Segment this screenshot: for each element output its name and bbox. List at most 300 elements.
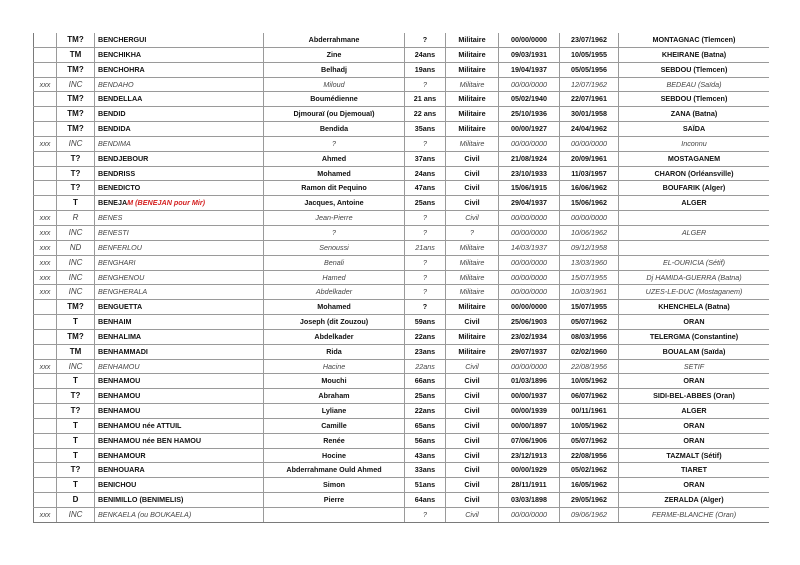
place-cell: TAZMALT (Sétif) xyxy=(619,448,770,463)
flag-cell: xxx xyxy=(34,136,57,151)
category-cell: Militaire xyxy=(446,62,499,77)
surname-cell xyxy=(95,181,264,196)
status-cell: ND xyxy=(57,240,95,255)
table-row xyxy=(34,211,770,226)
disappearance-date-cell: 09/06/1962 xyxy=(560,508,619,523)
place-cell: ZANA (Batna) xyxy=(619,107,770,122)
surname-cell xyxy=(95,493,264,508)
flag-cell xyxy=(34,181,57,196)
age-cell: 56ans xyxy=(405,433,446,448)
status-cell: INC xyxy=(57,285,95,300)
table-row xyxy=(34,389,770,404)
age-cell: 59ans xyxy=(405,315,446,330)
table-row xyxy=(34,181,770,196)
table-row xyxy=(34,33,770,47)
place-cell: MONTAGNAC (Tlemcen) xyxy=(619,33,770,47)
first-name-cell: Hacine xyxy=(264,359,405,374)
disappearance-date-cell: 30/01/1958 xyxy=(560,107,619,122)
surname-cell xyxy=(95,122,264,137)
status-cell: T xyxy=(57,418,95,433)
place-cell: BOUALAM (Saïda) xyxy=(619,344,770,359)
first-name-cell: Abderrahmane Ould Ahmed xyxy=(264,463,405,478)
category-cell: Civil xyxy=(446,404,499,419)
surname-cell xyxy=(95,478,264,493)
surname-cell xyxy=(95,225,264,240)
birth-date-cell: 07/06/1906 xyxy=(499,433,560,448)
status-cell: INC xyxy=(57,77,95,92)
disappearance-date-cell: 12/07/1962 xyxy=(560,77,619,92)
status-cell: INC xyxy=(57,270,95,285)
table-row xyxy=(34,508,770,523)
birth-date-cell: 23/02/1934 xyxy=(499,329,560,344)
place-cell xyxy=(619,211,770,226)
flag-cell xyxy=(34,374,57,389)
status-cell: TM? xyxy=(57,329,95,344)
status-cell: TM? xyxy=(57,300,95,315)
flag-cell: xxx xyxy=(34,359,57,374)
flag-cell xyxy=(34,315,57,330)
first-name-cell: Ahmed xyxy=(264,151,405,166)
category-cell: Civil xyxy=(446,448,499,463)
flag-cell xyxy=(34,47,57,62)
first-name-cell: Senoussi xyxy=(264,240,405,255)
table-row xyxy=(34,329,770,344)
table-row xyxy=(34,107,770,122)
disappearance-date-cell: 02/02/1960 xyxy=(560,344,619,359)
place-cell: TELERGMA (Constantine) xyxy=(619,329,770,344)
age-cell: 35ans xyxy=(405,122,446,137)
status-cell: R xyxy=(57,211,95,226)
place-cell: ORAN xyxy=(619,315,770,330)
surname-cell xyxy=(95,33,264,47)
flag-cell: xxx xyxy=(34,225,57,240)
category-cell: Civil xyxy=(446,433,499,448)
category-cell: Civil xyxy=(446,478,499,493)
place-cell: SETIF xyxy=(619,359,770,374)
age-cell: 25ans xyxy=(405,196,446,211)
surname-text: BENHAMOU xyxy=(98,361,140,371)
surname-text: BENHAMOU née ATTUIL xyxy=(98,420,182,430)
table-row xyxy=(34,166,770,181)
place-cell: ALGER xyxy=(619,404,770,419)
birth-date-cell: 00/00/0000 xyxy=(499,359,560,374)
surname-text: BENHAMOU xyxy=(98,391,141,401)
disappearance-date-cell: 29/05/1962 xyxy=(560,493,619,508)
first-name-cell: Camille xyxy=(264,418,405,433)
birth-date-cell: 28/11/1911 xyxy=(499,478,560,493)
surname-cell xyxy=(95,92,264,107)
age-cell: 23ans xyxy=(405,344,446,359)
first-name-cell xyxy=(264,508,405,523)
birth-date-cell: 23/10/1933 xyxy=(499,166,560,181)
flag-cell: xxx xyxy=(34,508,57,523)
status-cell: T xyxy=(57,196,95,211)
surname-cell xyxy=(95,285,264,300)
category-cell: Civil xyxy=(446,315,499,330)
age-cell: 22 ans xyxy=(405,107,446,122)
surname-text: BENCHOHRA xyxy=(98,64,145,74)
surname-cell xyxy=(95,374,264,389)
surname-text: BENES xyxy=(98,213,123,223)
status-cell: T xyxy=(57,315,95,330)
surname-cell xyxy=(95,47,264,62)
surname-text: BENHAIM xyxy=(98,317,132,327)
category-cell: Militaire xyxy=(446,255,499,270)
category-cell: Civil xyxy=(446,508,499,523)
surname-cell xyxy=(95,508,264,523)
disappearance-date-cell: 22/08/1956 xyxy=(560,448,619,463)
surname-text: BENEDICTO xyxy=(98,183,141,193)
flag-cell: xxx xyxy=(34,77,57,92)
age-cell: 37ans xyxy=(405,151,446,166)
table-row xyxy=(34,493,770,508)
flag-cell xyxy=(34,493,57,508)
first-name-cell: ? xyxy=(264,136,405,151)
first-name-cell: Abdelkader xyxy=(264,285,405,300)
table-row xyxy=(34,196,770,211)
disappearance-date-cell: 15/07/1955 xyxy=(560,300,619,315)
victims-register-table xyxy=(33,33,769,523)
place-cell: KHENCHELA (Batna) xyxy=(619,300,770,315)
flag-cell xyxy=(34,122,57,137)
surname-cell xyxy=(95,418,264,433)
status-cell: INC xyxy=(57,255,95,270)
place-cell: ZERALDA (Alger) xyxy=(619,493,770,508)
place-cell: ORAN xyxy=(619,478,770,493)
first-name-cell: Lyliane xyxy=(264,404,405,419)
table-row xyxy=(34,374,770,389)
status-cell: T? xyxy=(57,463,95,478)
category-cell: Civil xyxy=(446,418,499,433)
category-cell: Civil xyxy=(446,181,499,196)
age-cell: ? xyxy=(405,270,446,285)
category-cell: Militaire xyxy=(446,329,499,344)
disappearance-date-cell: 15/07/1955 xyxy=(560,270,619,285)
place-cell: ALGER xyxy=(619,196,770,211)
place-cell: ORAN xyxy=(619,374,770,389)
category-cell: Civil xyxy=(446,493,499,508)
surname-text: BENICHOU xyxy=(98,480,137,490)
surname-text: BENGHERALA xyxy=(98,287,148,297)
category-cell: Militaire xyxy=(446,240,499,255)
disappearance-date-cell: 16/06/1962 xyxy=(560,181,619,196)
category-cell: Civil xyxy=(446,463,499,478)
age-cell: 33ans xyxy=(405,463,446,478)
first-name-cell: Benali xyxy=(264,255,405,270)
surname-text: BENKAELA (ou BOUKAELA) xyxy=(98,510,192,519)
age-cell: 21 ans xyxy=(405,92,446,107)
flag-cell xyxy=(34,418,57,433)
table-row xyxy=(34,240,770,255)
surname-text: BENEJA xyxy=(98,198,128,208)
status-cell: T xyxy=(57,433,95,448)
table-row xyxy=(34,315,770,330)
flag-cell: xxx xyxy=(34,211,57,226)
disappearance-date-cell: 05/05/1956 xyxy=(560,62,619,77)
disappearance-date-cell: 05/02/1962 xyxy=(560,463,619,478)
age-cell: ? xyxy=(405,508,446,523)
place-cell: KHEIRANE (Batna) xyxy=(619,47,770,62)
surname-text: BENDJEBOUR xyxy=(98,153,149,163)
surname-cell xyxy=(95,107,264,122)
surname-text: BENCHIKHA xyxy=(98,49,142,59)
first-name-cell: Mohamed xyxy=(264,300,405,315)
place-cell: SEBDOU (Tlemcen) xyxy=(619,92,770,107)
age-cell: 64ans xyxy=(405,493,446,508)
age-cell: ? xyxy=(405,225,446,240)
table-row xyxy=(34,300,770,315)
surname-cell xyxy=(95,389,264,404)
category-cell: Militaire xyxy=(446,47,499,62)
status-cell: INC xyxy=(57,136,95,151)
birth-date-cell: 25/06/1903 xyxy=(499,315,560,330)
birth-date-cell: 00/00/0000 xyxy=(499,211,560,226)
age-cell: ? xyxy=(405,77,446,92)
category-cell: Militaire xyxy=(446,92,499,107)
first-name-cell: Hocine xyxy=(264,448,405,463)
surname-cell xyxy=(95,359,264,374)
category-cell: Civil xyxy=(446,211,499,226)
birth-date-cell: 23/12/1913 xyxy=(499,448,560,463)
first-name-cell: Belhadj xyxy=(264,62,405,77)
first-name-cell: ? xyxy=(264,225,405,240)
status-cell: T xyxy=(57,448,95,463)
flag-cell xyxy=(34,62,57,77)
disappearance-date-cell: 23/07/1962 xyxy=(560,33,619,47)
flag-cell xyxy=(34,151,57,166)
place-cell: ORAN xyxy=(619,418,770,433)
flag-cell xyxy=(34,300,57,315)
category-cell: Militaire xyxy=(446,300,499,315)
surname-text: BENGHARI xyxy=(98,257,136,267)
birth-date-cell: 00/00/0000 xyxy=(499,300,560,315)
table-row xyxy=(34,255,770,270)
status-cell: TM? xyxy=(57,92,95,107)
age-cell: 22ans xyxy=(405,359,446,374)
status-cell: INC xyxy=(57,508,95,523)
place-cell: ORAN xyxy=(619,433,770,448)
disappearance-date-cell: 11/03/1957 xyxy=(560,166,619,181)
surname-text: BENGUETTA xyxy=(98,302,143,312)
disappearance-date-cell: 10/05/1962 xyxy=(560,418,619,433)
first-name-cell: Jean-Pierre xyxy=(264,211,405,226)
status-cell: T? xyxy=(57,389,95,404)
table-row xyxy=(34,418,770,433)
surname-cell xyxy=(95,255,264,270)
age-cell: 24ans xyxy=(405,166,446,181)
age-cell: 24ans xyxy=(405,47,446,62)
place-cell: SIDI-BEL-ABBES (Oran) xyxy=(619,389,770,404)
surname-cell xyxy=(95,136,264,151)
disappearance-date-cell: 20/09/1961 xyxy=(560,151,619,166)
place-cell: BEDEAU (Saïda) xyxy=(619,77,770,92)
category-cell: Civil xyxy=(446,389,499,404)
place-cell: MOSTAGANEM xyxy=(619,151,770,166)
first-name-cell: Renée xyxy=(264,433,405,448)
surname-text: BENHAMOUR xyxy=(98,450,146,460)
age-cell: 51ans xyxy=(405,478,446,493)
birth-date-cell: 00/00/1927 xyxy=(499,122,560,137)
first-name-cell: Abraham xyxy=(264,389,405,404)
category-cell: Militaire xyxy=(446,136,499,151)
first-name-cell: Abderrahmane xyxy=(264,33,405,47)
birth-date-cell: 09/03/1931 xyxy=(499,47,560,62)
flag-cell xyxy=(34,196,57,211)
place-cell: BOUFARIK (Alger) xyxy=(619,181,770,196)
table-row xyxy=(34,151,770,166)
age-cell: 25ans xyxy=(405,389,446,404)
status-cell: T xyxy=(57,478,95,493)
age-cell: ? xyxy=(405,33,446,47)
birth-date-cell: 25/10/1936 xyxy=(499,107,560,122)
surname-cell xyxy=(95,329,264,344)
disappearance-date-cell: 13/03/1960 xyxy=(560,255,619,270)
disappearance-date-cell: 05/07/1962 xyxy=(560,433,619,448)
status-cell: T xyxy=(57,374,95,389)
flag-cell xyxy=(34,166,57,181)
first-name-cell: Boumédienne xyxy=(264,92,405,107)
first-name-cell: Pierre xyxy=(264,493,405,508)
status-cell: INC xyxy=(57,359,95,374)
birth-date-cell: 00/00/0000 xyxy=(499,508,560,523)
disappearance-date-cell: 05/07/1962 xyxy=(560,315,619,330)
category-cell: Civil xyxy=(446,151,499,166)
first-name-cell: Djmouraï (ou Djemouaï) xyxy=(264,107,405,122)
age-cell: 65ans xyxy=(405,418,446,433)
disappearance-date-cell: 00/00/0000 xyxy=(560,211,619,226)
place-cell: SEBDOU (Tlemcen) xyxy=(619,62,770,77)
birth-date-cell: 01/03/1896 xyxy=(499,374,560,389)
surname-text: BENDRISS xyxy=(98,168,136,178)
disappearance-date-cell: 10/05/1955 xyxy=(560,47,619,62)
table-row xyxy=(34,47,770,62)
surname-cell xyxy=(95,404,264,419)
first-name-cell: Jacques, Antoine xyxy=(264,196,405,211)
birth-date-cell: 00/00/0000 xyxy=(499,285,560,300)
surname-cell xyxy=(95,77,264,92)
surname-text: BENDIDA xyxy=(98,124,131,134)
place-cell: ALGER xyxy=(619,225,770,240)
first-name-cell: Ramon dit Pequino xyxy=(264,181,405,196)
birth-date-cell: 00/00/0000 xyxy=(499,77,560,92)
table-row xyxy=(34,136,770,151)
status-cell: D xyxy=(57,493,95,508)
flag-cell xyxy=(34,389,57,404)
disappearance-date-cell: 10/03/1961 xyxy=(560,285,619,300)
surname-text: BENHALIMA xyxy=(98,331,142,341)
disappearance-date-cell: 09/12/1958 xyxy=(560,240,619,255)
category-cell: Militaire xyxy=(446,107,499,122)
surname-text: BENDELLAA xyxy=(98,94,143,104)
category-cell: Militaire xyxy=(446,344,499,359)
status-cell: INC xyxy=(57,225,95,240)
status-cell: TM? xyxy=(57,107,95,122)
table-row xyxy=(34,344,770,359)
table-row xyxy=(34,92,770,107)
surname-cell xyxy=(95,463,264,478)
disappearance-date-cell: 22/07/1961 xyxy=(560,92,619,107)
disappearance-date-cell: 22/08/1956 xyxy=(560,359,619,374)
birth-date-cell: 05/02/1940 xyxy=(499,92,560,107)
place-cell: CHARON (Orléansville) xyxy=(619,166,770,181)
flag-cell: xxx xyxy=(34,240,57,255)
flag-cell: xxx xyxy=(34,270,57,285)
surname-text: BENCHERGUI xyxy=(98,35,147,44)
surname-text: BENHAMOU née BEN HAMOU xyxy=(98,435,202,445)
status-cell: TM? xyxy=(57,33,95,47)
age-cell: 43ans xyxy=(405,448,446,463)
status-cell: TM xyxy=(57,344,95,359)
surname-cell xyxy=(95,300,264,315)
surname-text: BENDID xyxy=(98,109,126,119)
table-row xyxy=(34,404,770,419)
flag-cell xyxy=(34,107,57,122)
table-row xyxy=(34,225,770,240)
surname-cell xyxy=(95,62,264,77)
age-cell: 22ans xyxy=(405,329,446,344)
place-cell xyxy=(619,240,770,255)
place-cell: EL-OURICIA (Sétif) xyxy=(619,255,770,270)
surname-cell xyxy=(95,344,264,359)
table-row xyxy=(34,285,770,300)
birth-date-cell: 14/03/1937 xyxy=(499,240,560,255)
birth-date-cell: 21/08/1924 xyxy=(499,151,560,166)
birth-date-cell: 00/00/1939 xyxy=(499,404,560,419)
surname-text: BENESTI xyxy=(98,227,129,237)
table-row xyxy=(34,463,770,478)
flag-cell xyxy=(34,344,57,359)
first-name-cell: Zine xyxy=(264,47,405,62)
disappearance-date-cell: 16/05/1962 xyxy=(560,478,619,493)
flag-cell xyxy=(34,478,57,493)
status-cell: T? xyxy=(57,151,95,166)
category-cell: Militaire xyxy=(446,77,499,92)
first-name-cell: Mouchi xyxy=(264,374,405,389)
surname-text: BENFERLOU xyxy=(98,242,142,252)
surname-cell xyxy=(95,448,264,463)
register-body xyxy=(34,33,770,522)
status-cell: TM? xyxy=(57,122,95,137)
table-row xyxy=(34,478,770,493)
age-cell: ? xyxy=(405,285,446,300)
flag-cell: xxx xyxy=(34,255,57,270)
disappearance-date-cell: 08/03/1956 xyxy=(560,329,619,344)
surname-text: BENDAHO xyxy=(98,79,134,89)
status-cell: TM xyxy=(57,47,95,62)
surname-text: BENHOUARA xyxy=(98,465,145,475)
place-cell: Inconnu xyxy=(619,136,770,151)
category-cell: ? xyxy=(446,225,499,240)
age-cell: ? xyxy=(405,211,446,226)
surname-cell xyxy=(95,166,264,181)
birth-date-cell: 00/00/0000 xyxy=(499,33,560,47)
category-cell: Militaire xyxy=(446,270,499,285)
disappearance-date-cell: 00/11/1961 xyxy=(560,404,619,419)
place-cell: UZES-LE-DUC (Mostaganem) xyxy=(619,285,770,300)
table-row xyxy=(34,77,770,92)
surname-text: BENHAMOU xyxy=(98,406,141,416)
first-name-cell: Rida xyxy=(264,344,405,359)
first-name-cell: Bendida xyxy=(264,122,405,137)
birth-date-cell: 00/00/0000 xyxy=(499,255,560,270)
table-row xyxy=(34,122,770,137)
surname-text: BENHAMMADI xyxy=(98,346,148,356)
surname-text: BENGHENOU xyxy=(98,272,145,282)
disappearance-date-cell: 24/04/1962 xyxy=(560,122,619,137)
status-cell: T? xyxy=(57,181,95,196)
birth-date-cell: 19/04/1937 xyxy=(499,62,560,77)
disappearance-date-cell: 06/07/1962 xyxy=(560,389,619,404)
